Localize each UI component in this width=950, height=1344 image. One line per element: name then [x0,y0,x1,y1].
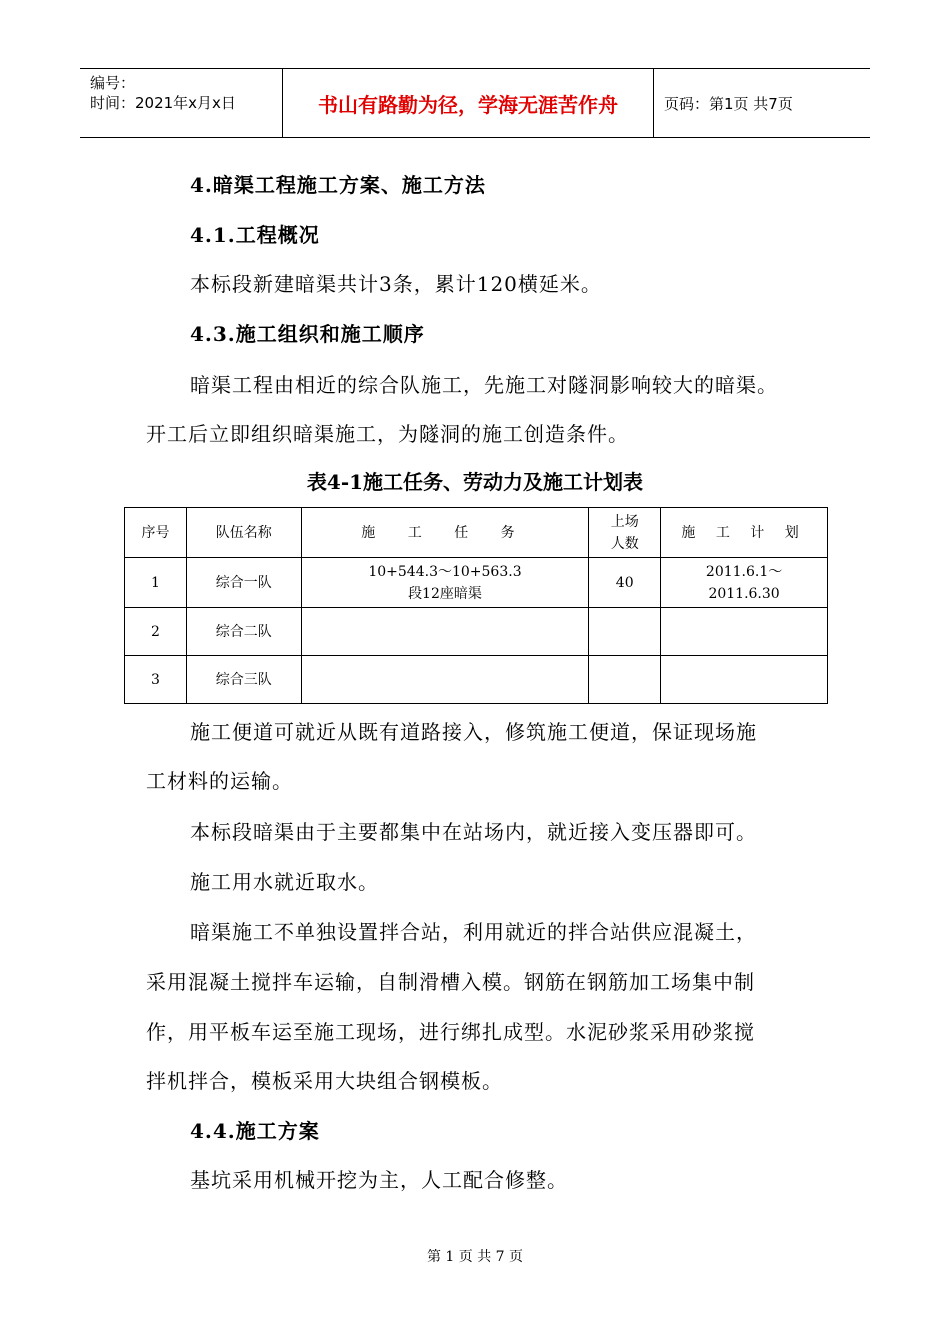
paragraph-power: 本标段暗渠由于主要都集中在站场内，就近接入变压器即可。 [190,820,757,844]
col-header-task: 施 工 任 务 [301,508,589,558]
paragraph-water: 施工用水就近取水。 [190,870,379,894]
construction-plan-table [124,507,828,704]
col-header-people-line1: 上场 [610,513,639,530]
cell-people [589,656,661,704]
doc-time-label: 时间：2021年x月x日 [90,94,236,112]
paragraph-organization-line1: 暗渠工程由相近的综合队施工，先施工对隧洞影响较大的暗渠。 [190,373,778,397]
cell-plan [661,558,828,608]
paragraph-access-road-line1: 施工便道可就近从既有道路接入，修筑施工便道，保证现场施 [190,720,757,744]
paragraph-overview: 本标段新建暗渠共计3条，累计120横延米。 [190,272,602,296]
table-caption: 表4-1施工任务、劳动力及施工计划表 [306,470,644,494]
cell-no: 3 [125,656,187,704]
col-header-plan: 施 工 计 划 [661,508,828,558]
table-row [125,608,828,656]
page-footer: 第 1 页 共 7 页 [426,1249,524,1265]
cell-people [589,608,661,656]
col-header-people [589,508,661,558]
cell-no: 2 [125,608,187,656]
paragraph-mixing-line3: 作，用平板车运至施工现场，进行绑扎成型。水泥砂浆采用砂浆搅 [146,1020,755,1044]
cell-task [301,656,589,704]
section-heading-4: 4.暗渠工程施工方案、施工方法 [190,173,486,197]
table-row [125,558,828,608]
table-row [125,656,828,704]
cell-task [301,608,589,656]
page-header [80,68,870,138]
header-page-info: 页码：第1页 共7页 [664,94,793,113]
cell-plan-line2: 2011.6.30 [708,585,780,602]
paragraph-excavation: 基坑采用机械开挖为主，人工配合修整。 [190,1168,568,1192]
cell-team: 综合二队 [186,608,301,656]
col-header-people-line2: 人数 [610,535,639,552]
header-slogan: 书山有路勤为径，学海无涯苦作舟 [283,69,654,137]
cell-plan [661,656,828,704]
section-heading-4-3: 4.3.施工组织和施工顺序 [190,322,425,346]
cell-people: 40 [589,558,661,608]
table-header-row [125,508,828,558]
cell-team: 综合三队 [186,656,301,704]
paragraph-mixing-line1: 暗渠施工不单独设置拌合站，利用就近的拌合站供应混凝土， [190,920,757,944]
section-heading-4-1: 4.1.工程概况 [190,223,320,247]
paragraph-organization-line2: 开工后立即组织暗渠施工，为隧洞的施工创造条件。 [146,422,629,446]
paragraph-mixing-line4: 拌机拌合，模板采用大块组合钢模板。 [146,1069,503,1093]
doc-number-label: 编号： [90,74,136,92]
cell-task-line2: 段12座暗渠 [408,585,482,602]
cell-task [301,558,589,608]
cell-team: 综合一队 [186,558,301,608]
section-heading-4-4: 4.4.施工方案 [190,1119,320,1143]
col-header-no: 序号 [125,508,187,558]
cell-no: 1 [125,558,187,608]
cell-plan-line1: 2011.6.1～ [705,563,783,580]
col-header-team: 队伍名称 [186,508,301,558]
header-meta [80,69,283,137]
cell-task-line1: 10+544.3～10+563.3 [368,563,522,580]
cell-plan [661,608,828,656]
paragraph-access-road-line2: 工材料的运输。 [146,769,293,793]
paragraph-mixing-line2: 采用混凝土搅拌车运输，自制滑槽入模。钢筋在钢筋加工场集中制 [146,970,755,994]
